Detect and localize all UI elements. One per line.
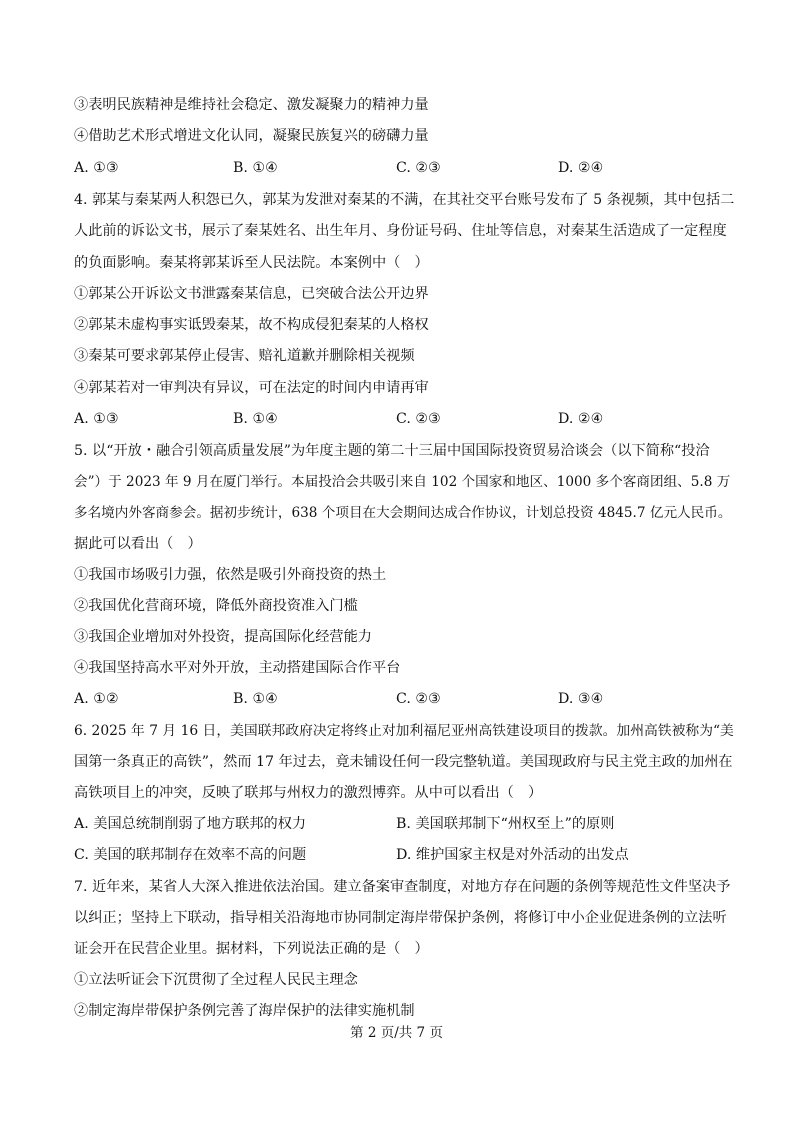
q5-stem-line: 5. 以“开放・融合引领高质量发展”为年度主题的第二十三届中国国际投资贸易洽谈会（以下简称“投洽 <box>74 443 710 459</box>
q6-options-row-2 <box>74 846 734 864</box>
q3-option-d[interactable]: D. ②④ <box>558 160 604 176</box>
q4-item-3: ③秦某可要求郭某停止侵害、赔礼道歉并删除相关视频 <box>74 348 415 364</box>
q5-option-b[interactable]: B. ①④ <box>233 691 278 707</box>
q7-stem-line: 以纠正；坚持上下联动，指导相关沿海地市协同制定海岸带保护条例，将修订中小企业促进条例的立法听 <box>74 910 727 926</box>
q4-item-1: ①郭某公开诉讼文书泄露秦某信息，已突破合法公开边界 <box>74 286 429 302</box>
q3-options <box>74 159 734 177</box>
q5-item-3: ③我国企业增加对外投资，提高国际化经营能力 <box>74 629 372 645</box>
q5-option-c[interactable]: C. ②③ <box>396 691 441 707</box>
q5-stem-line: 据此可以看出（ ） <box>74 536 202 552</box>
q6-options-row-1 <box>74 815 734 833</box>
q3-option-a[interactable]: A. ①③ <box>74 160 119 176</box>
q6-stem-line: 6. 2025 年 7 月 16 日，美国联邦政府决定将终止对加利福尼亚州高铁建设项目的拨款。加州高铁被称为“美 <box>74 723 734 739</box>
q6-stem-line: 国第一条真正的高铁”，然而 17 年过去，竟未铺设任何一段完整轨道。美国现政府与民主党主政的加州在 <box>74 754 733 770</box>
q4-stem-line: 的负面影响。秦某将郭某诉至人民法院。本案例中（ ） <box>74 255 429 271</box>
q3-option-c[interactable]: C. ②③ <box>396 160 441 176</box>
q4-option-b[interactable]: B. ①④ <box>233 411 278 427</box>
q5-options <box>74 690 734 708</box>
q4-option-a[interactable]: A. ①③ <box>74 411 119 427</box>
page-footer: 第 2 页/共 7 页 <box>350 1025 443 1041</box>
q3-item-3: ③表明民族精神是维持社会稳定、激发凝聚力的精神力量 <box>74 97 429 113</box>
q6-option-d[interactable]: D. 维护国家主权是对外活动的出发点 <box>396 847 629 863</box>
q5-option-a[interactable]: A. ①② <box>74 691 119 707</box>
q3-item-4: ④借助艺术形式增进文化认同，凝聚民族复兴的磅礴力量 <box>74 128 429 144</box>
q5-stem-line: 会”）于 2023 年 9 月在厦门举行。本届投洽会共吸引来自 102 个国家和地区、1000 多个客商团组、5.8 万 <box>74 474 731 490</box>
q6-stem-line: 高铁项目上的冲突，反映了联邦与州权力的激烈博弈。从中可以看出（ ） <box>74 785 543 801</box>
q4-item-4: ④郭某若对一审判决有异议，可在法定的时间内申请再审 <box>74 380 429 396</box>
q6-option-b[interactable]: B. 美国联邦制下“州权至上”的原则 <box>396 816 615 832</box>
q6-option-c[interactable]: C. 美国的联邦制存在效率不高的问题 <box>74 847 307 863</box>
q4-item-2: ②郭某未虚构事实诋毁秦某，故不构成侵犯秦某的人格权 <box>74 317 429 333</box>
q7-stem-line: 7. 近年来，某省人大深入推进依法治国。建立备案审查制度，对地方存在问题的条例等规范性文件坚决予 <box>74 879 731 895</box>
q4-option-d[interactable]: D. ②④ <box>558 411 604 427</box>
q5-stem-line: 多名境内外客商参会。据初步统计，638 个项目在大会期间达成合作协议，计划总投资 4845.7 亿元人民币。 <box>74 505 732 521</box>
q5-option-d[interactable]: D. ③④ <box>558 691 604 707</box>
q6-option-a[interactable]: A. 美国总统制削弱了地方联邦的权力 <box>74 816 307 832</box>
q7-stem-line: 证会开在民营企业里。据材料，下列说法正确的是（ ） <box>74 941 429 957</box>
q5-item-2: ②我国优化营商环境，降低外商投资准入门槛 <box>74 598 358 614</box>
q3-option-b[interactable]: B. ①④ <box>233 160 278 176</box>
q4-stem-line: 人此前的诉讼文书，展示了秦某姓名、出生年月、身份证号码、住址等信息，对秦某生活造成了一定程度 <box>74 223 727 239</box>
q4-options <box>74 410 734 428</box>
q4-option-c[interactable]: C. ②③ <box>396 411 441 427</box>
q5-item-4: ④我国坚持高水平对外开放，主动搭建国际合作平台 <box>74 660 401 676</box>
q5-item-1: ①我国市场吸引力强，依然是吸引外商投资的热土 <box>74 567 387 583</box>
q4-stem-line: 4. 郭某与秦某两人积怨已久，郭某为发泄对秦某的不满，在其社交平台账号发布了 5 条视频，其中包括二 <box>74 192 735 208</box>
q7-item-2: ②制定海岸带保护条例完善了海岸保护的法律实施机制 <box>74 1003 415 1019</box>
q7-item-1: ①立法听证会下沉贯彻了全过程人民民主理念 <box>74 972 358 988</box>
